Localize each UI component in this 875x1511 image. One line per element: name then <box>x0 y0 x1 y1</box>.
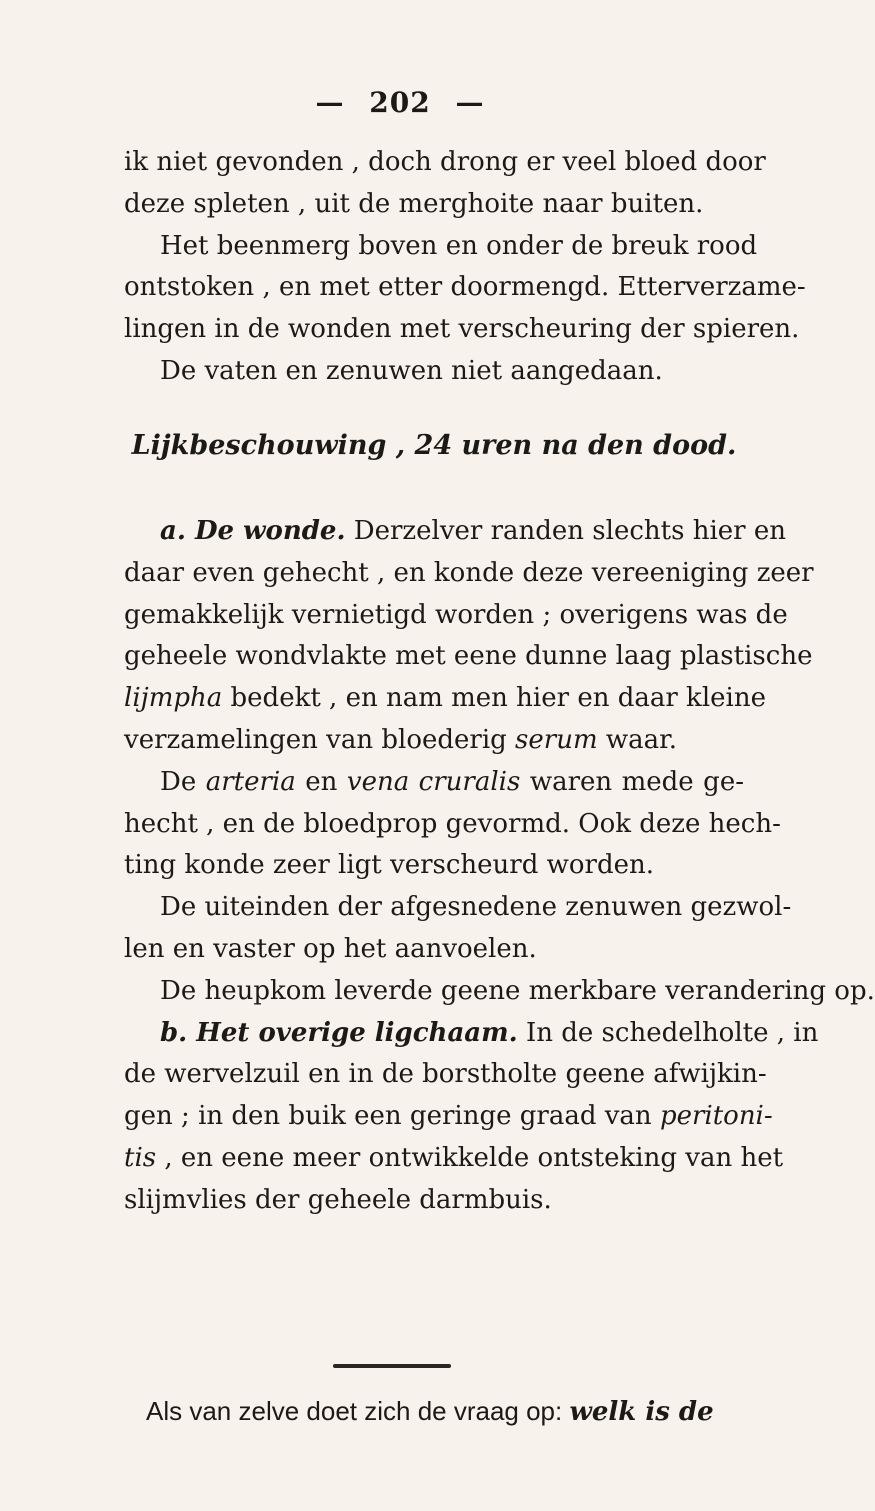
text-line: slijmvlies der geheele darmbuis. <box>124 1184 552 1215</box>
text-line: b. Het overige ligchaam. In de schedelholte , in <box>160 1017 819 1048</box>
text-line: ontstoken , en met etter doormengd. Etterverzame- <box>124 272 806 303</box>
header-dash-left: — <box>315 86 345 119</box>
text-line: De heupkom leverde geene merkbare verandering op. <box>160 975 875 1006</box>
section-divider <box>333 1364 451 1368</box>
catchword-italic: welk is de <box>569 1397 714 1427</box>
latin-term: arteria <box>205 766 296 797</box>
latin-term: peritoni- <box>659 1101 773 1132</box>
text-line: len en vaster op het aanvoelen. <box>124 933 537 964</box>
latin-term: tis <box>124 1142 157 1173</box>
text-line: lijmpha bedekt , en nam men hier en daar kleine <box>124 683 766 714</box>
latin-term: vena cruralis <box>346 766 521 797</box>
text-line: daar even gehecht , en konde deze vereeniging zeer <box>124 557 814 588</box>
text-line: gen ; in den buik een geringe graad van peritoni- <box>124 1101 773 1132</box>
text-line: ik niet gevonden , doch drong er veel bloed door <box>124 147 766 177</box>
catchword-line: Als van zelve doet zich de vraag op: welk is de <box>146 1396 714 1427</box>
text-line: verzamelingen van bloederig serum waar. <box>124 724 677 755</box>
text-line: De vaten en zenuwen niet aangedaan. <box>160 355 663 386</box>
paragraph-block-2 <box>124 511 875 1222</box>
page-header <box>0 86 800 119</box>
text-line: De uiteinden der afgesnedene zenuwen gezwol- <box>160 892 792 923</box>
paragraph-block-1 <box>124 142 806 393</box>
section-label-b: b. Het overige ligchaam. <box>160 1017 518 1048</box>
text-line: geheele wondvlakte met eene dunne laag plastische <box>124 641 813 672</box>
section-label-a: a. De wonde. <box>160 516 346 546</box>
text-line: de wervelzuil en in de borstholte geene afwijkin- <box>124 1059 767 1090</box>
text-line: a. De wonde. Derzelver randen slechts hier en <box>160 516 786 546</box>
text-line: deze spleten , uit de merghoite naar buiten. <box>124 188 704 219</box>
header-dash-right: — <box>455 86 485 119</box>
section-heading: Lijkbeschouwing , 24 uren na den dood. <box>131 430 737 461</box>
text-line: Het beenmerg boven en onder de breuk rood <box>160 230 758 261</box>
text-line: tis , en eene meer ontwikkelde ontsteking van het <box>124 1142 784 1173</box>
text-line: lingen in de wonden met verscheuring der spieren. <box>124 314 800 345</box>
page-number: 202 <box>369 86 431 119</box>
text-line: hecht , en de bloedprop gevormd. Ook deze hech- <box>124 808 781 839</box>
latin-term: lijmpha <box>124 683 223 714</box>
text-line: De arteria en vena cruralis waren mede ge- <box>160 766 745 797</box>
latin-term: serum <box>515 724 598 755</box>
text-line: gemakkelijk vernietigd worden ; overigens was de <box>124 599 788 630</box>
text-line: ting konde zeer ligt verscheurd worden. <box>124 850 655 881</box>
